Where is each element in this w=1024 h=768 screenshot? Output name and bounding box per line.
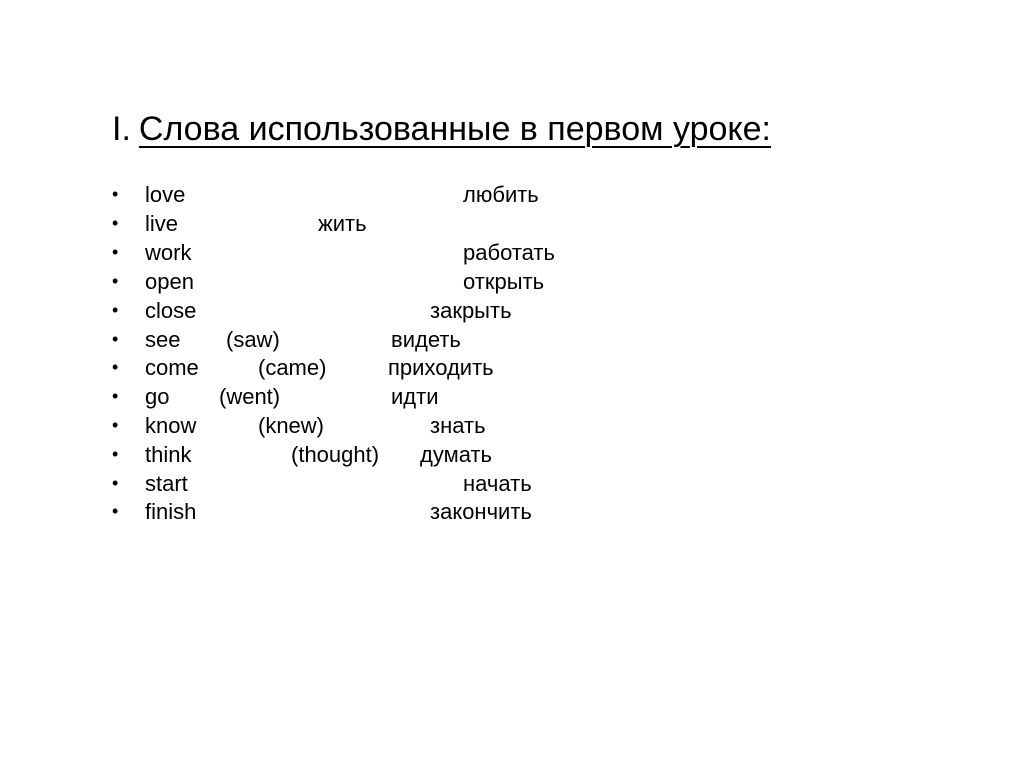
past-tense-form: (thought) xyxy=(291,442,380,467)
english-word: finish xyxy=(145,499,197,524)
bullet-icon: • xyxy=(112,184,119,204)
bullet-icon: • xyxy=(112,415,119,435)
vocab-item-see xyxy=(0,325,700,354)
russian-translation: работать xyxy=(463,240,555,265)
past-tense-form: (saw) xyxy=(226,327,280,352)
bullet-icon: • xyxy=(112,473,119,493)
bullet-icon: • xyxy=(112,242,119,262)
russian-translation: идти xyxy=(391,384,439,409)
vocab-item-live xyxy=(0,209,700,238)
russian-translation: любить xyxy=(463,182,539,207)
past-tense-form: (knew) xyxy=(258,413,325,438)
bullet-icon: • xyxy=(112,386,119,406)
past-tense-form: (went) xyxy=(219,384,281,409)
bullet-icon: • xyxy=(112,300,119,320)
english-word: know xyxy=(145,413,197,438)
vocab-item-open xyxy=(0,267,700,296)
english-word: work xyxy=(145,240,192,265)
vocab-item-love xyxy=(0,180,700,209)
english-word: start xyxy=(145,471,188,496)
russian-translation: закончить xyxy=(430,499,532,524)
vocab-item-finish xyxy=(0,497,700,526)
russian-translation: видеть xyxy=(391,327,461,352)
english-word: love xyxy=(145,182,186,207)
english-word: go xyxy=(145,384,170,409)
vocab-item-think xyxy=(0,440,700,469)
slide-title xyxy=(112,109,771,149)
russian-translation: приходить xyxy=(388,355,494,380)
bullet-icon: • xyxy=(112,444,119,464)
bullet-icon: • xyxy=(112,213,119,233)
english-word: live xyxy=(145,211,179,236)
english-word: close xyxy=(145,298,197,323)
english-word: see xyxy=(145,327,181,352)
bullet-icon: • xyxy=(112,501,119,521)
vocab-item-know xyxy=(0,411,700,440)
section-numeral: I. xyxy=(112,110,131,148)
vocab-item-close xyxy=(0,296,700,325)
russian-translation: закрыть xyxy=(430,298,512,323)
english-word: open xyxy=(145,269,194,294)
english-word: come xyxy=(145,355,199,380)
vocab-item-go xyxy=(0,382,700,411)
russian-translation: открыть xyxy=(463,269,545,294)
bullet-icon: • xyxy=(112,329,119,349)
bullet-icon: • xyxy=(112,271,119,291)
russian-translation: жить xyxy=(318,211,367,236)
title-heading: Слова использованные в первом уроке: xyxy=(138,110,771,148)
vocab-item-come xyxy=(0,353,700,382)
vocab-item-work xyxy=(0,238,700,267)
russian-translation: думать xyxy=(420,442,493,467)
vocab-item-start xyxy=(0,469,700,498)
past-tense-form: (came) xyxy=(258,355,327,380)
russian-translation: знать xyxy=(430,413,486,438)
bullet-icon: • xyxy=(112,357,119,377)
russian-translation: начать xyxy=(463,471,532,496)
english-word: think xyxy=(145,442,192,467)
